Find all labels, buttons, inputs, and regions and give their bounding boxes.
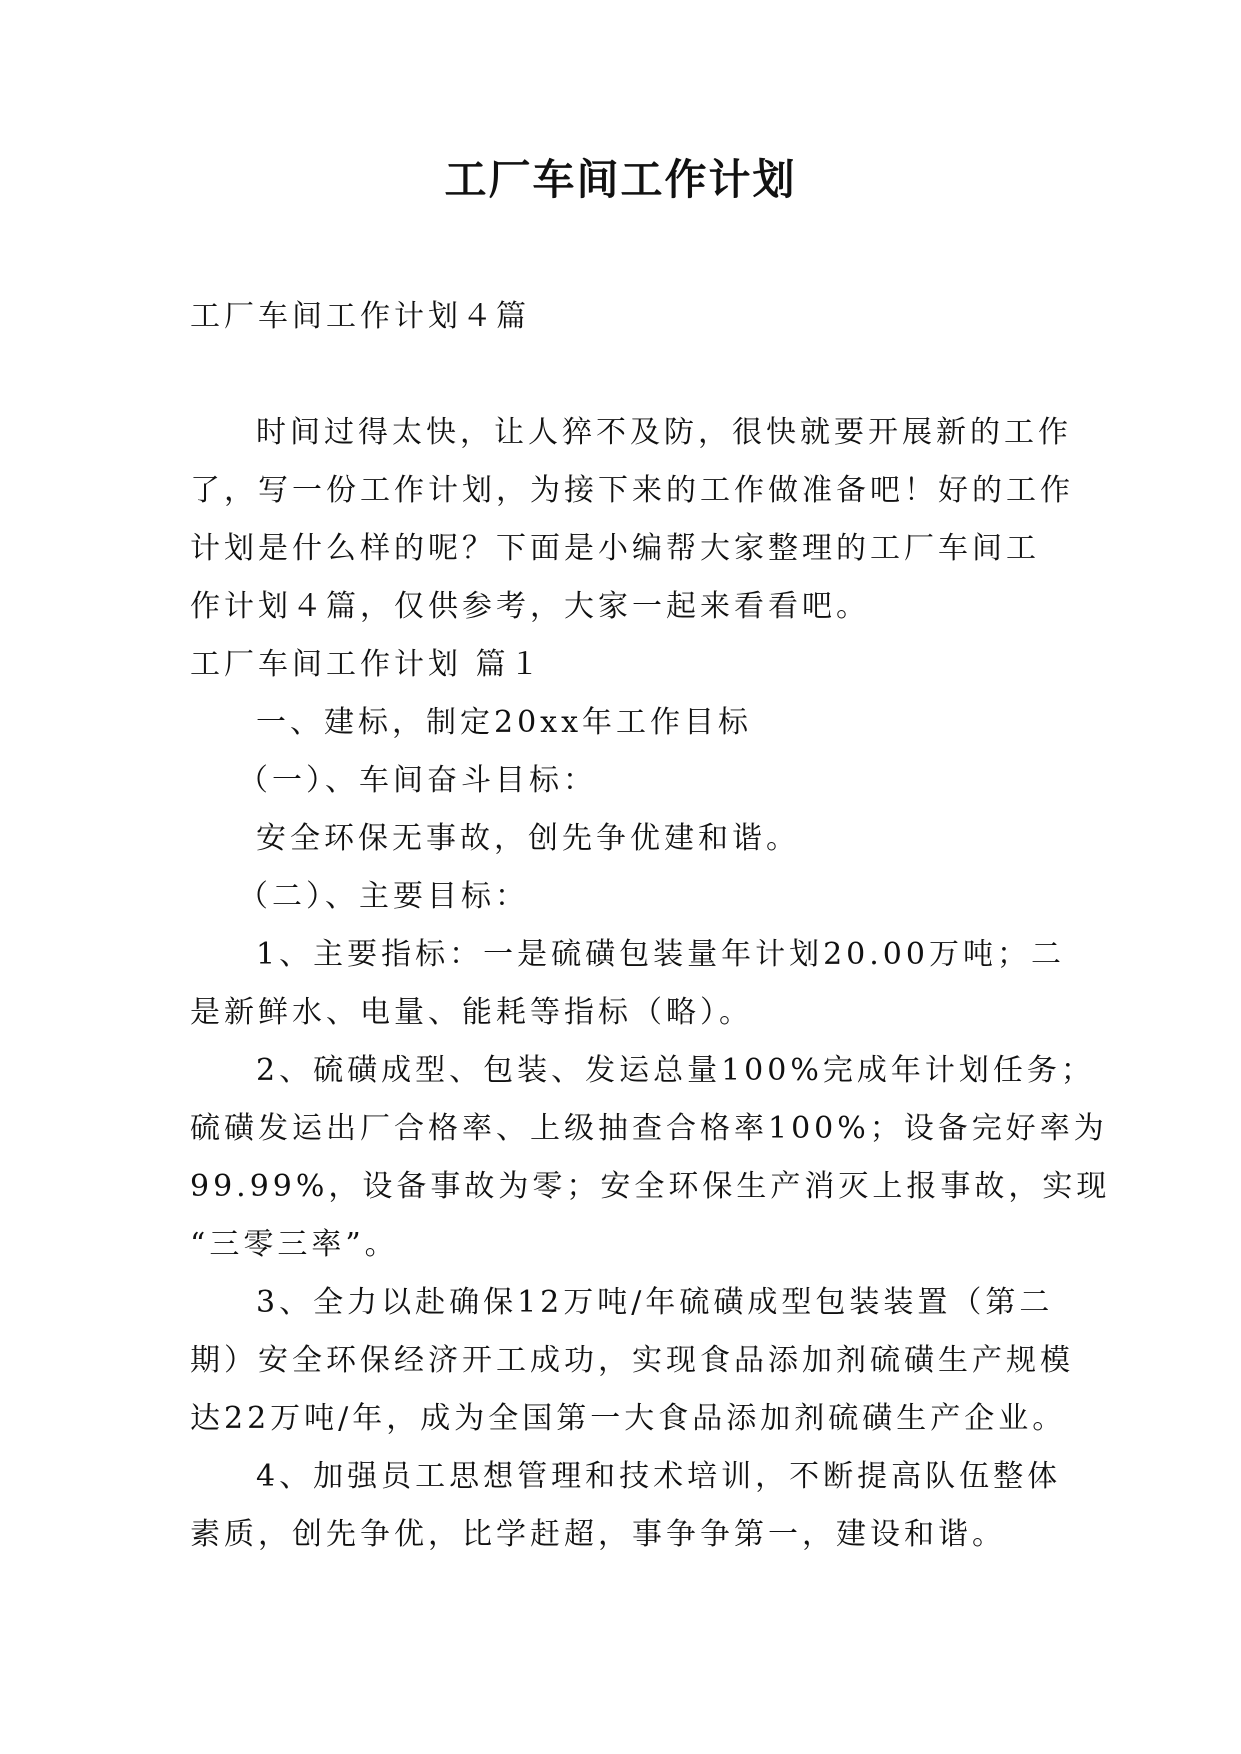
intro-line: 了，写一份工作计划，为接下来的工作做准备吧！好的工作	[190, 473, 1074, 508]
intro-line: 作计划４篇，仅供参考，大家一起来看看吧。	[190, 589, 870, 624]
item-heading: 一、建标，制定20xx年工作目标	[256, 705, 753, 740]
point-line: 素质，创先争优，比学赶超，事争争第一，建设和谐。	[190, 1517, 1006, 1552]
sub1-heading: （一）、车间奋斗目标：	[238, 763, 597, 798]
point-line: 是新鲜水、电量、能耗等指标（略）。	[190, 995, 753, 1030]
point-line: 4、加强员工思想管理和技术培训，不断提高队伍整体	[256, 1459, 1062, 1494]
point-2	[190, 1042, 1111, 1274]
point-line: 达22万吨/年，成为全国第一大食品添加剂硫磺生产企业。	[190, 1401, 1067, 1436]
point-1	[190, 926, 1065, 1042]
point-4	[190, 1448, 1062, 1564]
section-heading: 工厂车间工作计划 篇１	[190, 647, 544, 682]
sub2-heading: （二）、主要目标：	[238, 879, 529, 914]
document-title: 工厂车间工作计划	[444, 155, 797, 204]
point-line: 期）安全环保经济开工成功，实现食品添加剂硫磺生产规模	[190, 1343, 1074, 1378]
point-line: 3、全力以赴确保12万吨/年硫磺成型包装装置（第二	[256, 1285, 1054, 1320]
document-body	[190, 288, 1111, 1564]
point-line: 硫磺发运出厂合格率、上级抽查合格率100%；设备完好率为	[190, 1111, 1108, 1146]
point-line: 2、硫磺成型、包装、发运总量100%完成年计划任务；	[256, 1053, 1095, 1088]
intro-line: 时间过得太快，让人猝不及防，很快就要开展新的工作	[256, 415, 1072, 450]
intro-line: 计划是什么样的呢？下面是小编帮大家整理的工厂车间工	[190, 531, 1040, 566]
point-line: 99.99%，设备事故为零；安全环保生产消灭上报事故，实现	[190, 1169, 1111, 1204]
sub1-text: 安全环保无事故，创先争优建和谐。	[256, 821, 800, 856]
document-subtitle: 工厂车间工作计划４篇	[190, 299, 530, 334]
point-line: 1、主要指标：一是硫磺包装量年计划20.00万吨；二	[256, 937, 1065, 972]
point-3	[190, 1274, 1074, 1448]
intro-paragraph	[190, 404, 1074, 636]
point-line: “三零三率”。	[190, 1227, 399, 1262]
